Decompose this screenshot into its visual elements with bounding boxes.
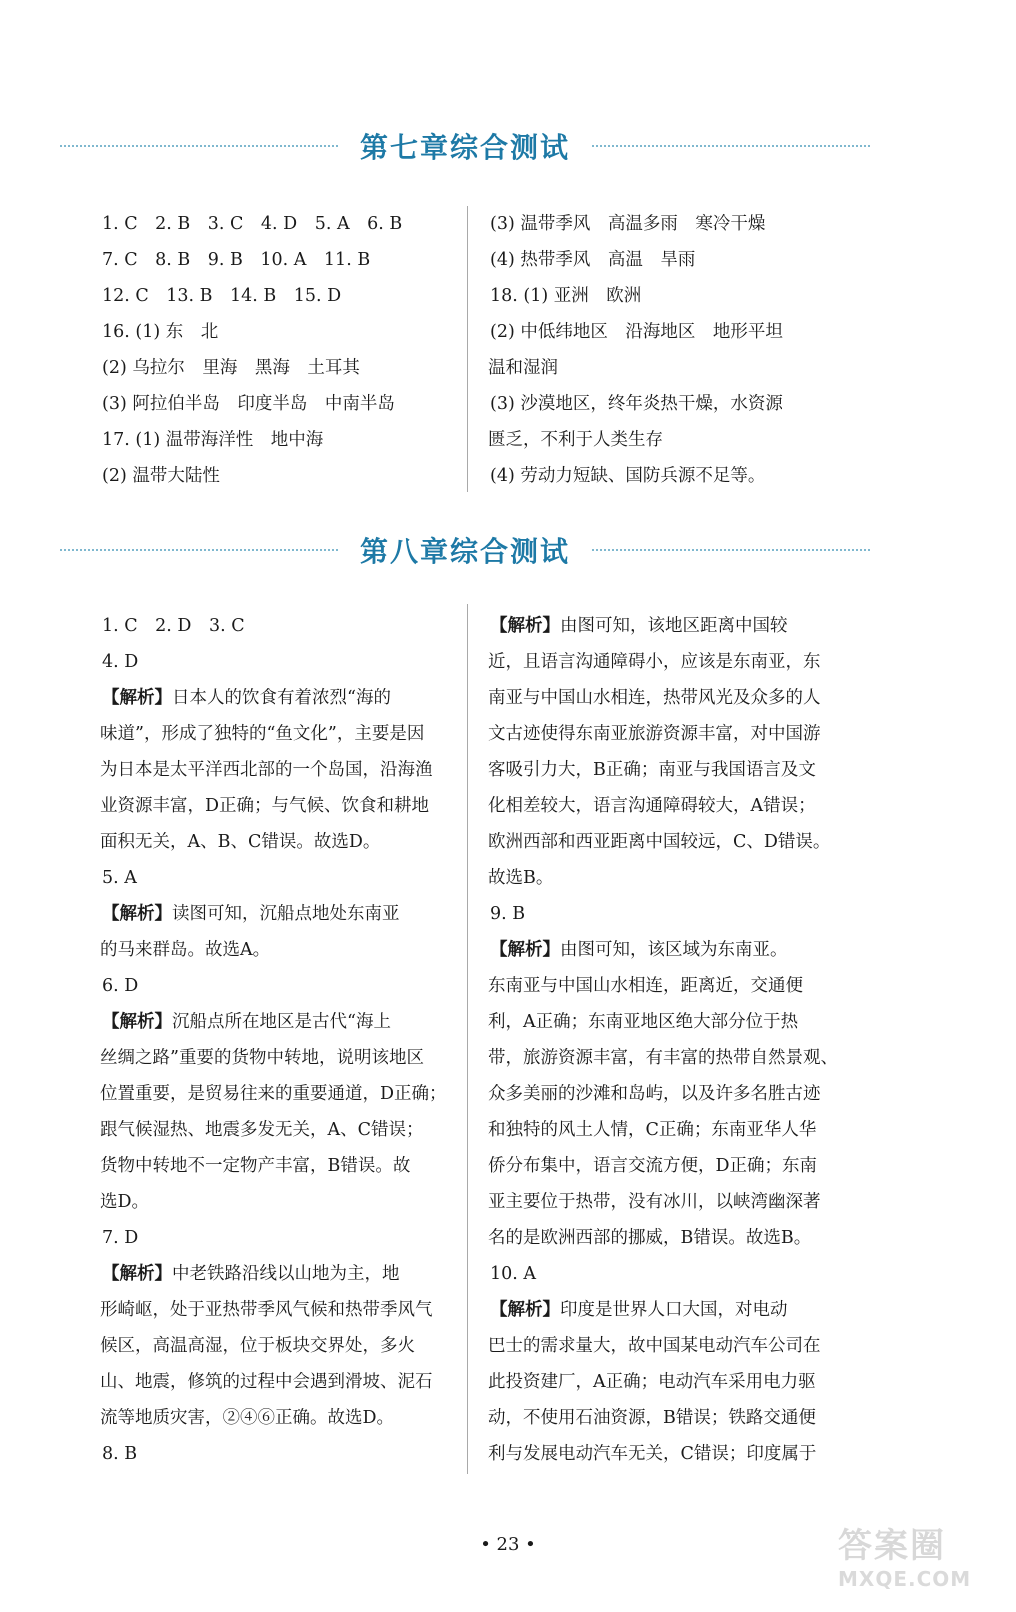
watermark-logo [838,1518,988,1598]
answer-line: (4) 劳动力短缺、国防兵源不足等。 [490,466,766,486]
answer-line: (3) 温带季风 高温多雨 寒冷干燥 [490,214,766,234]
answer-line: 南亚与中国山水相连，热带风光及众多的人 [488,688,821,708]
answer-line: 名的是欧洲西部的挪威，B错误。故选B。 [488,1228,812,1248]
answer-line: 【解析】中老铁路沿线以山地为主，地 [102,1264,400,1284]
answer-line: 【解析】沉船点所在地区是古代“海上 [102,1012,391,1032]
answer-line: 流等地质灾害，②④⑥正确。故选D。 [100,1408,395,1428]
answer-line: 9. B [490,904,526,924]
answer-line: 东南亚与中国山水相连，距离近，交通便 [488,976,803,996]
answer-line: 故选B。 [488,868,554,888]
heading-rule-right [592,549,870,551]
column-divider [467,604,468,1474]
chapter-7-answers-right-column [488,206,878,494]
answer-line: (3) 阿拉伯半岛 印度半岛 中南半岛 [102,394,395,414]
answer-line: 【解析】由图可知，该区域为东南亚。 [490,940,788,960]
answer-line: (2) 中低纬地区 沿海地区 地形平坦 [490,322,783,342]
answer-line: 业资源丰富，D正确；与气候、饮食和耕地 [100,796,430,816]
answer-line: 文古迹使得东南亚旅游资源丰富，对中国游 [488,724,821,744]
answer-line: 18. (1) 亚洲 欧洲 [490,286,642,306]
answer-line: 候区，高温高湿，位于板块交界处，多火 [100,1336,415,1356]
answer-line: 利与发展电动汽车无关，C错误；印度属于 [488,1444,817,1464]
answer-line: 带，旅游资源丰富，有丰富的热带自然景观、 [488,1048,838,1068]
answer-line: 味道”，形成了独特的“鱼文化”，主要是因 [100,724,425,744]
answer-line: 1. C 2. D 3. C [102,616,245,636]
answer-line: (3) 沙漠地区，终年炎热干燥，水资源 [490,394,783,414]
answer-line: 形崎岖，处于亚热带季风气候和热带季风气 [100,1300,433,1320]
answer-line: 动，不使用石油资源，B错误；铁路交通便 [488,1408,816,1428]
analysis-tag: 【解析】 [102,688,172,708]
answer-line: (2) 乌拉尔 里海 黑海 土耳其 [102,358,360,378]
heading-rule-left [60,145,338,147]
answer-line: 巴士的需求量大，故中国某电动汽车公司在 [488,1336,821,1356]
answer-line: 8. B [102,1444,138,1464]
section-heading-chapter-7 [60,126,870,166]
answer-line: 12. C 13. B 14. B 15. D [102,286,342,306]
answer-line: 的马来群岛。故选A。 [100,940,271,960]
section-heading-chapter-8 [60,530,870,570]
chapter-8-answers-right-column [488,608,880,1472]
analysis-tag: 【解析】 [102,1012,172,1032]
answer-line: 此投资建厂，A正确；电动汽车采用电力驱 [488,1372,816,1392]
answer-line: 货物中转地不一定物产丰富，B错误。故 [100,1156,411,1176]
column-divider [467,206,468,492]
answer-line: 侨分布集中，语言交流方便，D正确；东南 [488,1156,818,1176]
answer-line: 欧洲西部和西亚距离中国较远，C、D错误。 [488,832,831,852]
analysis-tag: 【解析】 [102,904,172,924]
answer-line: 温和湿润 [488,358,558,378]
answer-line: 17. (1) 温带海洋性 地中海 [102,430,324,450]
answer-line: 选D。 [100,1192,150,1212]
answer-line: 5. A [102,868,137,888]
answer-line: 1. C 2. B 3. C 4. D 5. A 6. B [102,214,403,234]
analysis-tag: 【解析】 [102,1264,172,1284]
answer-line: 近，且语言沟通障碍小，应该是东南亚，东 [488,652,821,672]
answer-line: 和独特的风土人情，C正确；东南亚华人华 [488,1120,817,1140]
section-title: 第七章综合测试 [360,131,571,164]
answer-line: 7. D [102,1228,139,1248]
answer-line: 众多美丽的沙滩和岛屿，以及许多名胜古迹 [488,1084,821,1104]
chapter-8-answers-left-column [100,608,458,1472]
answer-line: 4. D [102,652,139,672]
answer-line: (2) 温带大陆性 [102,466,220,486]
answer-line: 【解析】日本人的饮食有着浓烈“海的 [102,688,391,708]
answer-line: 面积无关，A、B、C错误。故选D。 [100,832,381,852]
answer-line: 丝绸之路”重要的货物中转地，说明该地区 [100,1048,424,1068]
heading-rule-left [60,549,338,551]
answer-line: 亚主要位于热带，没有冰川，以峡湾幽深著 [488,1192,821,1212]
answer-line: 10. A [490,1264,537,1284]
analysis-tag: 【解析】 [490,1300,560,1320]
answer-line: 【解析】读图可知，沉船点地处东南亚 [102,904,400,924]
analysis-tag: 【解析】 [490,940,560,960]
section-title: 第八章综合测试 [360,535,571,568]
answer-line: 山、地震，修筑的过程中会遇到滑坡、泥石 [100,1372,433,1392]
answer-line: 化相差较大，语言沟通障碍较大，A错误； [488,796,816,816]
answer-line: 匮乏，不利于人类生存 [488,430,663,450]
answer-line: 客吸引力大，B正确；南亚与我国语言及文 [488,760,816,780]
heading-rule-right [592,145,870,147]
answer-line: 6. D [102,976,139,996]
answer-line: 【解析】印度是世界人口大国，对电动 [490,1300,788,1320]
answer-line: 跟气候湿热、地震多发无关，A、C错误； [100,1120,424,1140]
watermark-url: MXQE.COM [838,1567,972,1591]
answer-line: (4) 热带季风 高温 旱雨 [490,250,696,270]
answer-line: 【解析】由图可知，该地区距离中国较 [490,616,788,636]
page-number: • 23 • [480,1534,536,1555]
answer-line: 7. C 8. B 9. B 10. A 11. B [102,250,371,270]
answer-line: 为日本是太平洋西北部的一个岛国，沿海渔 [100,760,433,780]
chapter-7-answers-left-column [100,206,460,494]
answer-line: 16. (1) 东 北 [102,322,219,342]
answer-line: 利，A正确；东南亚地区绝大部分位于热 [488,1012,799,1032]
watermark-mark: 答案圈 [838,1526,946,1566]
analysis-tag: 【解析】 [490,616,560,636]
answer-line: 位置重要，是贸易往来的重要通道，D正确； [100,1084,447,1104]
